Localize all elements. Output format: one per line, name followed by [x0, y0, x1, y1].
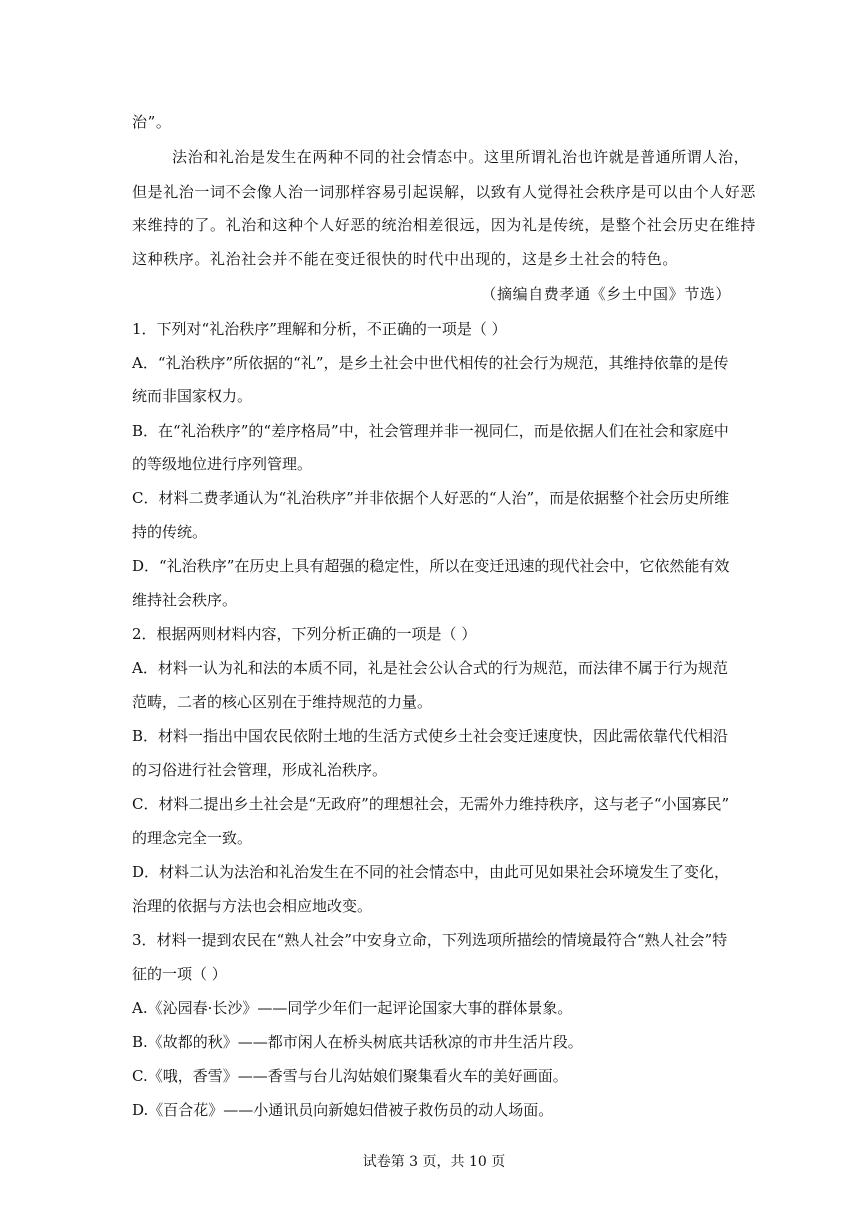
question-3-option-b: B.《故都的秋》——都市闲人在桥头树底共话秋凉的市井生活片段。 [132, 1033, 583, 1051]
passage-line-5: 这种秩序。礼治社会并不能在变迁很快的时代中出现的，这是乡土社会的特色。 [132, 250, 679, 268]
question-1-option-b-cont: 的等级地位进行序列管理。 [132, 455, 313, 473]
question-3-option-d: D.《百合花》——小通讯员向新媳妇借被子救伤员的动人场面。 [132, 1101, 554, 1119]
question-2-option-a: A．材料一认为礼和法的本质不同，礼是社会公认合式的行为规范，而法律不属于行为规范 [132, 659, 728, 677]
question-3-option-c: C.《哦，香雪》——香雪与台儿沟姑娘们聚集看火车的美好画面。 [132, 1067, 568, 1085]
question-1-option-a-cont: 统而非国家权力。 [132, 387, 253, 405]
question-2-option-b: B．材料一指出中国农民依附土地的生活方式使乡土社会变迁速度快，因此需依靠代代相沿 [132, 727, 729, 745]
passage-line-3: 但是礼治一词不会像人治一词那样容易引起误解，以致有人觉得社会秩序是可以由个人好恶 [132, 183, 757, 201]
question-2-option-d: D．材料二认为法治和礼治发生在不同的社会情态中，由此可见如果社会环境发生了变化， [132, 863, 730, 881]
question-3-stem: 3．材料一提到农民在“熟人社会”中安身立命，下列选项所描绘的情境最符合“熟人社会”特 [132, 931, 728, 949]
question-3-option-a: A.《沁园春·长沙》——同学少年们一起评论国家大事的群体景象。 [132, 999, 573, 1017]
question-1-option-d-cont: 维持社会秩序。 [132, 591, 238, 609]
passage-line-1: 治”。 [132, 113, 172, 131]
question-1-option-a: A．“礼治秩序”所依据的“礼”，是乡土社会中世代相传的社会行为规范，其维持依靠的是传 [132, 354, 729, 372]
question-2-option-c: C．材料二提出乡土社会是“无政府”的理想社会，无需外力维持秩序，这与老子“小国寡民” [132, 795, 730, 813]
question-1-option-c-cont: 持的传统。 [132, 523, 208, 541]
question-2-option-a-cont: 范畴，二者的核心区别在于维持规范的力量。 [132, 693, 433, 711]
question-1-stem: 1．下列对“礼治秩序”理解和分析，不正确的一项是（ ） [132, 320, 507, 338]
passage-line-2: 法治和礼治是发生在两种不同的社会情态中。这里所谓礼治也许就是普通所谓人治， [172, 148, 750, 166]
question-1-option-d: D．“礼治秩序”在历史上具有超强的稳定性，所以在变迁迅速的现代社会中，它依然能有效 [132, 557, 730, 575]
question-2-option-c-cont: 的理念完全一致。 [132, 829, 253, 847]
question-2-stem: 2．根据两则材料内容，下列分析正确的一项是（ ） [132, 625, 477, 643]
question-1-option-b: B．在“礼治秩序”的“差序格局”中，社会管理并非一视同仁，而是依据人们在社会和家庭中 [132, 422, 729, 440]
passage-source: （摘编自费孝通《乡土中国》节选） [481, 285, 731, 303]
page-footer: 试卷第 3 页，共 10 页 [362, 1154, 506, 1170]
question-2-option-d-cont: 治理的依据与方法也会相应地改变。 [132, 897, 373, 915]
passage-line-4: 来维持的了。礼治和这种个人好恶的统治相差很远，因为礼是传统，是整个社会历史在维持 [132, 216, 757, 234]
question-1-option-c: C．材料二费孝通认为“礼治秩序”并非依据个人好恶的“人治”，而是依据整个社会历史所维 [132, 489, 730, 507]
question-2-option-b-cont: 的习俗进行社会管理，形成礼治秩序。 [132, 761, 388, 779]
question-3-stem-cont: 征的一项（ ） [132, 965, 227, 983]
